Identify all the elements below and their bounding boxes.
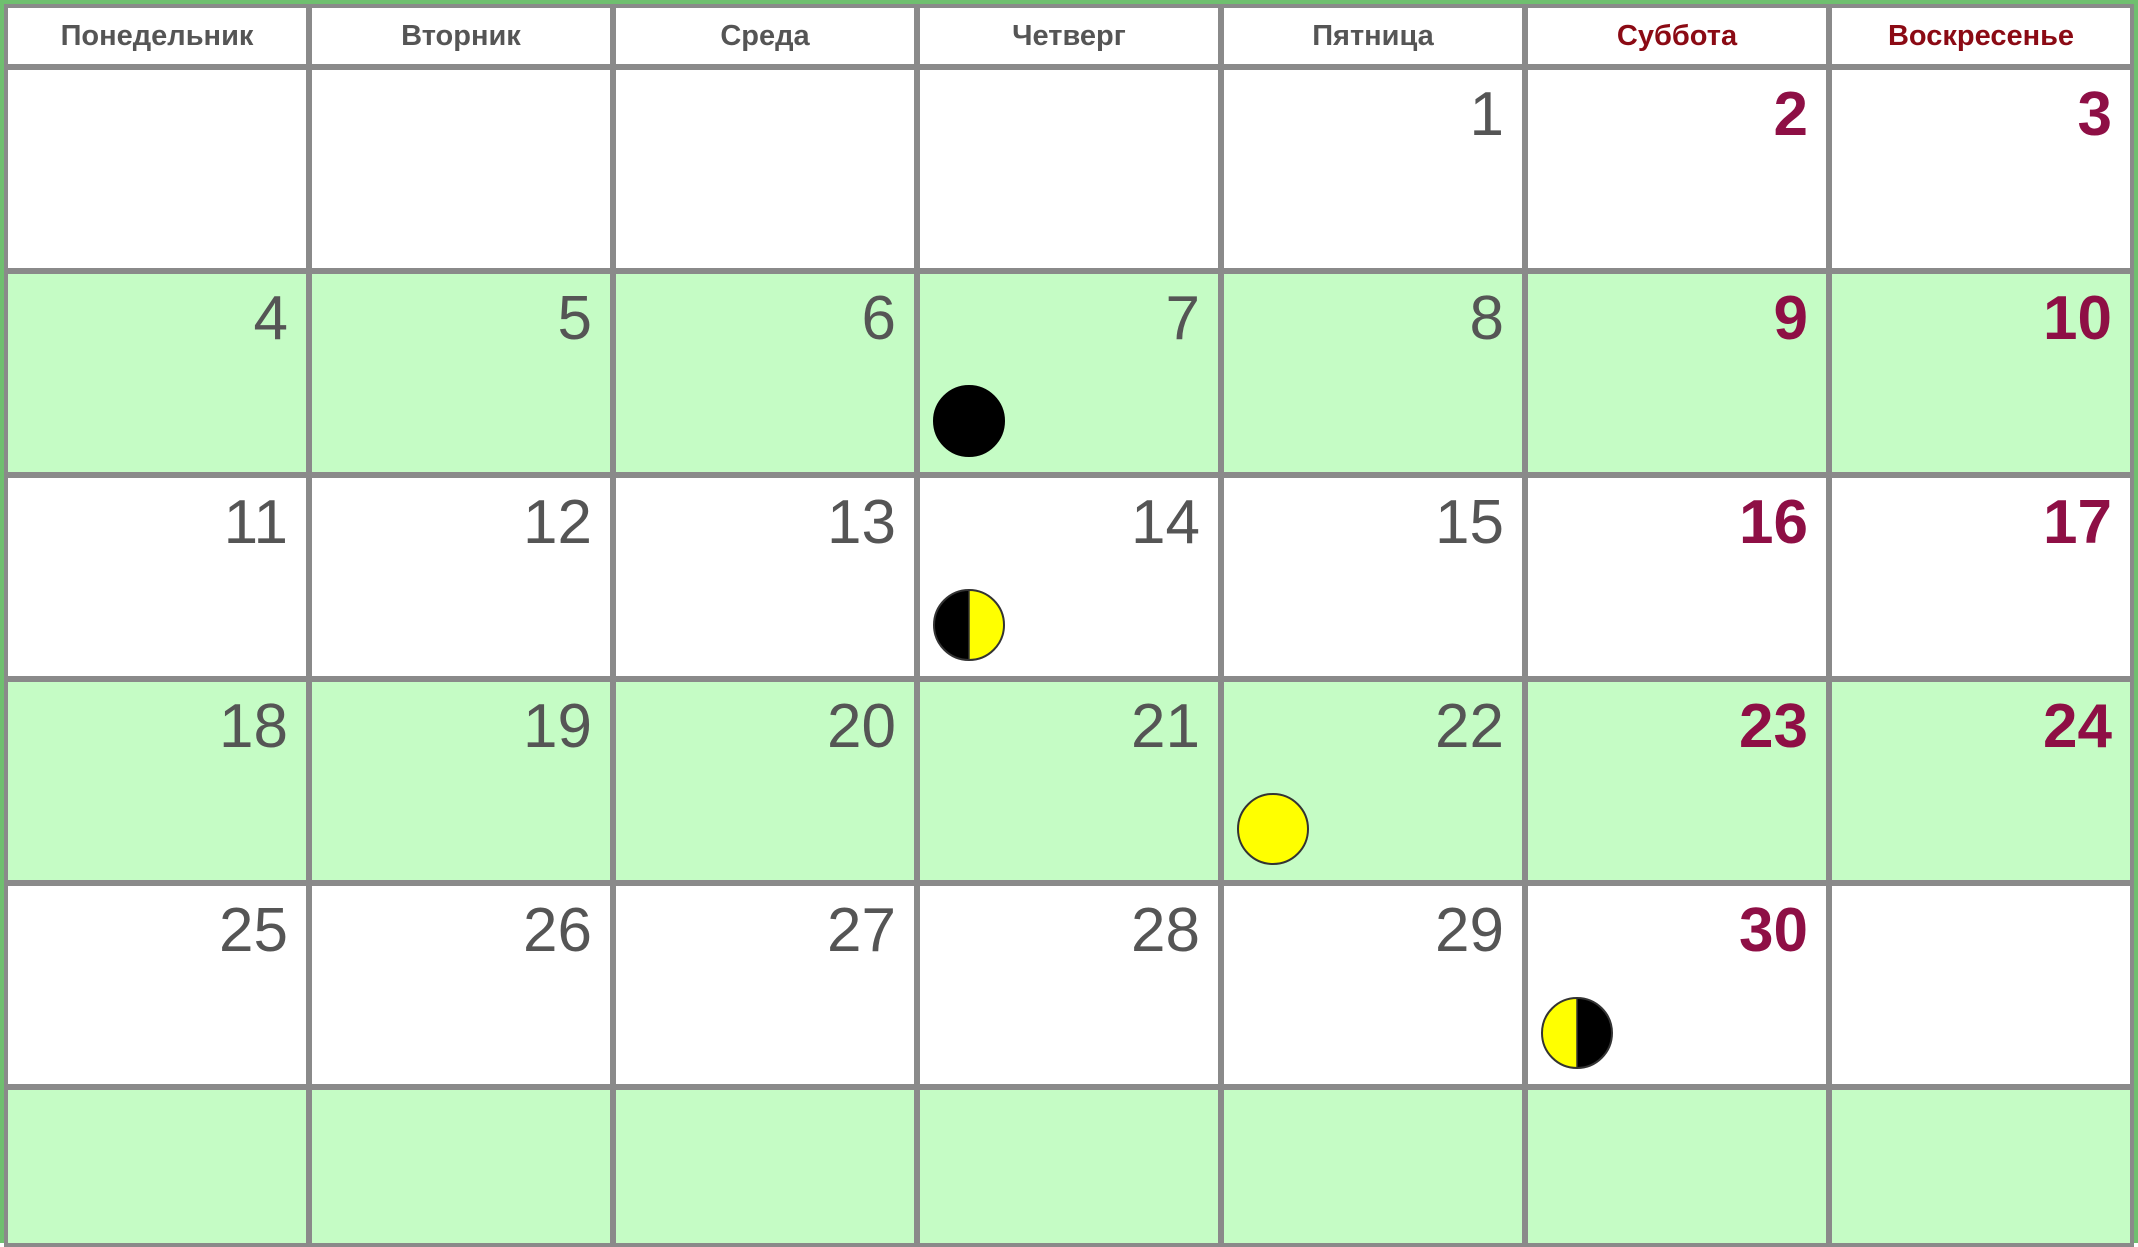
empty-day-cell — [920, 70, 1218, 268]
day-number: 29 — [1435, 896, 1504, 965]
empty-day-cell — [1832, 886, 2130, 1084]
empty-day-cell — [312, 70, 610, 268]
day-number: 14 — [1131, 488, 1200, 557]
empty-day-cell — [920, 1090, 1218, 1243]
day-cell[interactable] — [1224, 682, 1522, 880]
empty-day-cell — [1224, 1090, 1522, 1243]
day-cell[interactable] — [616, 682, 914, 880]
day-cell[interactable] — [1528, 70, 1826, 268]
day-number: 4 — [253, 284, 288, 353]
month-grid — [4, 4, 2134, 1247]
day-number: 16 — [1739, 488, 1808, 557]
weekday-header: Среда — [616, 8, 914, 64]
day-cell[interactable] — [312, 478, 610, 676]
day-cell[interactable] — [1528, 682, 1826, 880]
day-number: 28 — [1131, 896, 1200, 965]
day-number: 17 — [2043, 488, 2112, 557]
day-cell[interactable] — [312, 886, 610, 1084]
day-number: 6 — [861, 284, 896, 353]
day-number: 21 — [1131, 692, 1200, 761]
day-cell[interactable] — [920, 682, 1218, 880]
day-cell[interactable] — [920, 478, 1218, 676]
empty-day-cell — [616, 70, 914, 268]
day-number: 24 — [2043, 692, 2112, 761]
day-number: 7 — [1165, 284, 1200, 353]
day-cell[interactable] — [1832, 70, 2130, 268]
weekday-header: Четверг — [920, 8, 1218, 64]
day-cell[interactable] — [1832, 682, 2130, 880]
empty-day-cell — [8, 70, 306, 268]
day-cell[interactable] — [1528, 478, 1826, 676]
day-cell[interactable] — [8, 478, 306, 676]
day-number: 20 — [827, 692, 896, 761]
day-number: 12 — [523, 488, 592, 557]
full-moon-icon — [1236, 792, 1310, 866]
day-cell[interactable] — [616, 478, 914, 676]
day-number: 25 — [219, 896, 288, 965]
empty-day-cell — [616, 1090, 914, 1243]
day-number: 27 — [827, 896, 896, 965]
day-cell[interactable] — [312, 682, 610, 880]
weekday-header: Понедельник — [8, 8, 306, 64]
day-cell[interactable] — [312, 274, 610, 472]
day-cell[interactable] — [1224, 886, 1522, 1084]
day-number: 19 — [523, 692, 592, 761]
weekday-header: Воскресенье — [1832, 8, 2130, 64]
day-cell[interactable] — [1224, 478, 1522, 676]
weekday-header: Вторник — [312, 8, 610, 64]
day-cell[interactable] — [1528, 886, 1826, 1084]
day-number: 11 — [223, 488, 288, 557]
empty-day-cell — [8, 1090, 306, 1243]
empty-day-cell — [312, 1090, 610, 1243]
empty-day-cell — [1528, 1090, 1826, 1243]
day-number: 3 — [2077, 80, 2112, 149]
day-number: 5 — [557, 284, 592, 353]
day-number: 1 — [1469, 80, 1504, 149]
day-cell[interactable] — [1528, 274, 1826, 472]
day-number: 13 — [827, 488, 896, 557]
day-cell[interactable] — [1224, 70, 1522, 268]
day-cell[interactable] — [1832, 478, 2130, 676]
day-cell[interactable] — [920, 886, 1218, 1084]
weekday-header: Пятница — [1224, 8, 1522, 64]
day-cell[interactable] — [1224, 274, 1522, 472]
day-number: 30 — [1739, 896, 1808, 965]
day-number: 26 — [523, 896, 592, 965]
day-number: 2 — [1773, 80, 1808, 149]
day-cell[interactable] — [616, 274, 914, 472]
last-quarter-icon — [1540, 996, 1614, 1070]
day-number: 10 — [2043, 284, 2112, 353]
day-number: 9 — [1773, 284, 1808, 353]
day-cell[interactable] — [8, 886, 306, 1084]
new-moon-icon — [932, 384, 1006, 458]
day-number: 18 — [219, 692, 288, 761]
empty-day-cell — [1832, 1090, 2130, 1243]
day-number: 23 — [1739, 692, 1808, 761]
day-cell[interactable] — [8, 682, 306, 880]
day-cell[interactable] — [8, 274, 306, 472]
first-quarter-icon — [932, 588, 1006, 662]
day-cell[interactable] — [920, 274, 1218, 472]
weekday-header: Суббота — [1528, 8, 1826, 64]
day-cell[interactable] — [616, 886, 914, 1084]
day-number: 22 — [1435, 692, 1504, 761]
day-number: 15 — [1435, 488, 1504, 557]
day-number: 8 — [1469, 284, 1504, 353]
day-cell[interactable] — [1832, 274, 2130, 472]
